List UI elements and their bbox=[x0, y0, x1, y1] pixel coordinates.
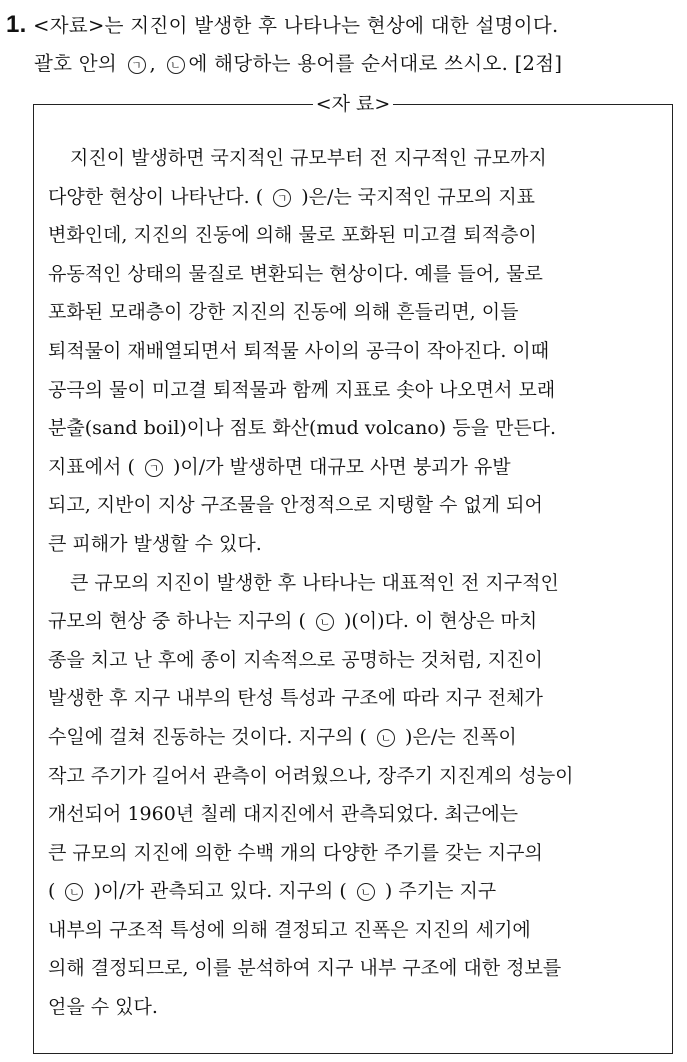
passage-text: 작고 주기가 길어서 관측이 어려웠으나, 장주기 지진계의 성능이 bbox=[48, 764, 574, 787]
passage-line-7 bbox=[48, 371, 674, 410]
passage-text: )(이)다. 이 현상은 마치 bbox=[337, 610, 538, 633]
passage-text: 분출(sand boil)이나 점토 화산(mud volcano) 등을 만든다. bbox=[48, 417, 557, 440]
question-number: 1. bbox=[6, 11, 27, 38]
data-box-title bbox=[34, 91, 672, 117]
passage-text: 변화인데, 지진의 진동에 의해 물로 포화된 미고결 퇴적층이 bbox=[48, 224, 537, 247]
circled-mark-nieun: ㄴ bbox=[65, 883, 83, 901]
circled-mark-giyeok: ㄱ bbox=[145, 459, 163, 477]
passage-text: )이/가 발생하면 대규모 사면 붕괴가 유발 bbox=[166, 455, 511, 478]
passage-text: 수일에 걸쳐 진동하는 것이다. 지구의 ( bbox=[48, 725, 374, 748]
passage-text: 얻을 수 있다. bbox=[48, 996, 158, 1019]
data-box-title-text: <자 료> bbox=[313, 93, 394, 115]
passage-line-11 bbox=[48, 525, 674, 564]
circled-mark-nieun: ㄴ bbox=[357, 883, 375, 901]
passage-text: 발생한 후 지구 내부의 탄성 특성과 구조에 따라 지구 전체가 bbox=[48, 687, 543, 710]
question-line-1 bbox=[6, 6, 681, 45]
data-box bbox=[33, 93, 673, 1054]
passage-text: 규모의 현상 중 하나는 지구의 ( bbox=[48, 610, 312, 633]
circled-mark-nieun: ㄴ bbox=[167, 56, 185, 74]
passage-text: 내부의 구조적 특성에 의해 결정되고 진폭은 지진의 세기에 bbox=[48, 918, 531, 941]
passage-line-15 bbox=[48, 679, 674, 718]
passage-line-8 bbox=[48, 409, 674, 448]
passage-text: 퇴적물이 재배열되면서 퇴적물 사이의 공극이 작아진다. 이때 bbox=[48, 339, 550, 362]
circled-mark-nieun: ㄴ bbox=[316, 613, 334, 631]
passage-text: 종을 치고 난 후에 종이 지속적으로 공명하는 것처럼, 지진이 bbox=[48, 648, 543, 671]
question-header bbox=[6, 6, 681, 83]
question-text-2-sep: , bbox=[149, 52, 163, 75]
passage-text: )은/는 진폭이 bbox=[399, 725, 517, 748]
circled-mark-nieun: ㄴ bbox=[377, 729, 395, 747]
passage-line-2 bbox=[48, 178, 674, 217]
passage-text: 되고, 지반이 지상 구조물을 안정적으로 지탱할 수 없게 되어 bbox=[48, 494, 543, 517]
circled-mark-giyeok: ㄱ bbox=[273, 189, 291, 207]
passage-line-21 bbox=[48, 911, 674, 950]
passage-text: 지표에서 ( bbox=[48, 455, 141, 478]
passage-text: 지진이 발생하면 국지적인 규모부터 전 지구적인 규모까지 bbox=[70, 147, 547, 169]
passage-line-13 bbox=[48, 602, 674, 641]
passage-text: 다양한 현상이 나타난다. ( bbox=[48, 185, 270, 208]
passage-text: 큰 규모의 지진이 발생한 후 나타나는 대표적인 전 지구적인 bbox=[70, 571, 559, 594]
question-text-1: <자료>는 지진이 발생한 후 나타나는 현상에 대한 설명이다. bbox=[26, 14, 559, 37]
passage-text: 공극의 물이 미고결 퇴적물과 함께 지표로 솟아 나오면서 모래 bbox=[48, 378, 556, 401]
passage-text: )은/는 국지적인 규모의 지표 bbox=[295, 185, 536, 208]
passage-line-3 bbox=[48, 216, 674, 255]
passage-line-18 bbox=[48, 795, 674, 834]
passage-text: 큰 피해가 발생할 수 있다. bbox=[48, 532, 262, 555]
passage-line-17 bbox=[48, 757, 674, 796]
passage-line-20 bbox=[48, 872, 674, 911]
passage-line-4 bbox=[48, 255, 674, 294]
passage-text: 포화된 모래층이 강한 지진의 진동에 의해 흔들리면, 이들 bbox=[48, 301, 519, 324]
passage-text: 의해 결정되므로, 이를 분석하여 지구 내부 구조에 대한 정보를 bbox=[48, 957, 562, 980]
passage-line-5 bbox=[48, 293, 674, 332]
circled-mark-giyeok: ㄱ bbox=[128, 56, 146, 74]
question-text-2b: 에 해당하는 용어를 순서대로 쓰시오. [2점] bbox=[188, 52, 563, 75]
passage-line-10 bbox=[48, 486, 674, 525]
passage-line-23 bbox=[48, 988, 674, 1027]
passage-line-19 bbox=[48, 834, 674, 873]
passage-line-6 bbox=[48, 332, 674, 371]
passage-text: 개선되어 1960년 칠레 대지진에서 관측되었다. 최근에는 bbox=[48, 803, 519, 826]
passage-line-1 bbox=[48, 139, 674, 178]
question-line-2 bbox=[6, 45, 681, 83]
passage-text: ) 주기는 지구 bbox=[378, 880, 497, 903]
passage-line-12 bbox=[48, 564, 674, 603]
passage-text: )이/가 관측되고 있다. 지구의 ( bbox=[87, 880, 353, 903]
passage-line-14 bbox=[48, 641, 674, 680]
passage-line-16 bbox=[48, 718, 674, 757]
passage bbox=[48, 139, 674, 1027]
passage-text: ( bbox=[48, 880, 62, 903]
passage-line-9 bbox=[48, 448, 674, 487]
question-text-2a: 괄호 안의 bbox=[34, 52, 124, 75]
passage-text: 큰 규모의 지진에 의한 수백 개의 다양한 주기를 갖는 지구의 bbox=[48, 841, 543, 864]
passage-text: 유동적인 상태의 물질로 변환되는 현상이다. 예를 들어, 물로 bbox=[48, 262, 543, 285]
passage-line-22 bbox=[48, 949, 674, 988]
